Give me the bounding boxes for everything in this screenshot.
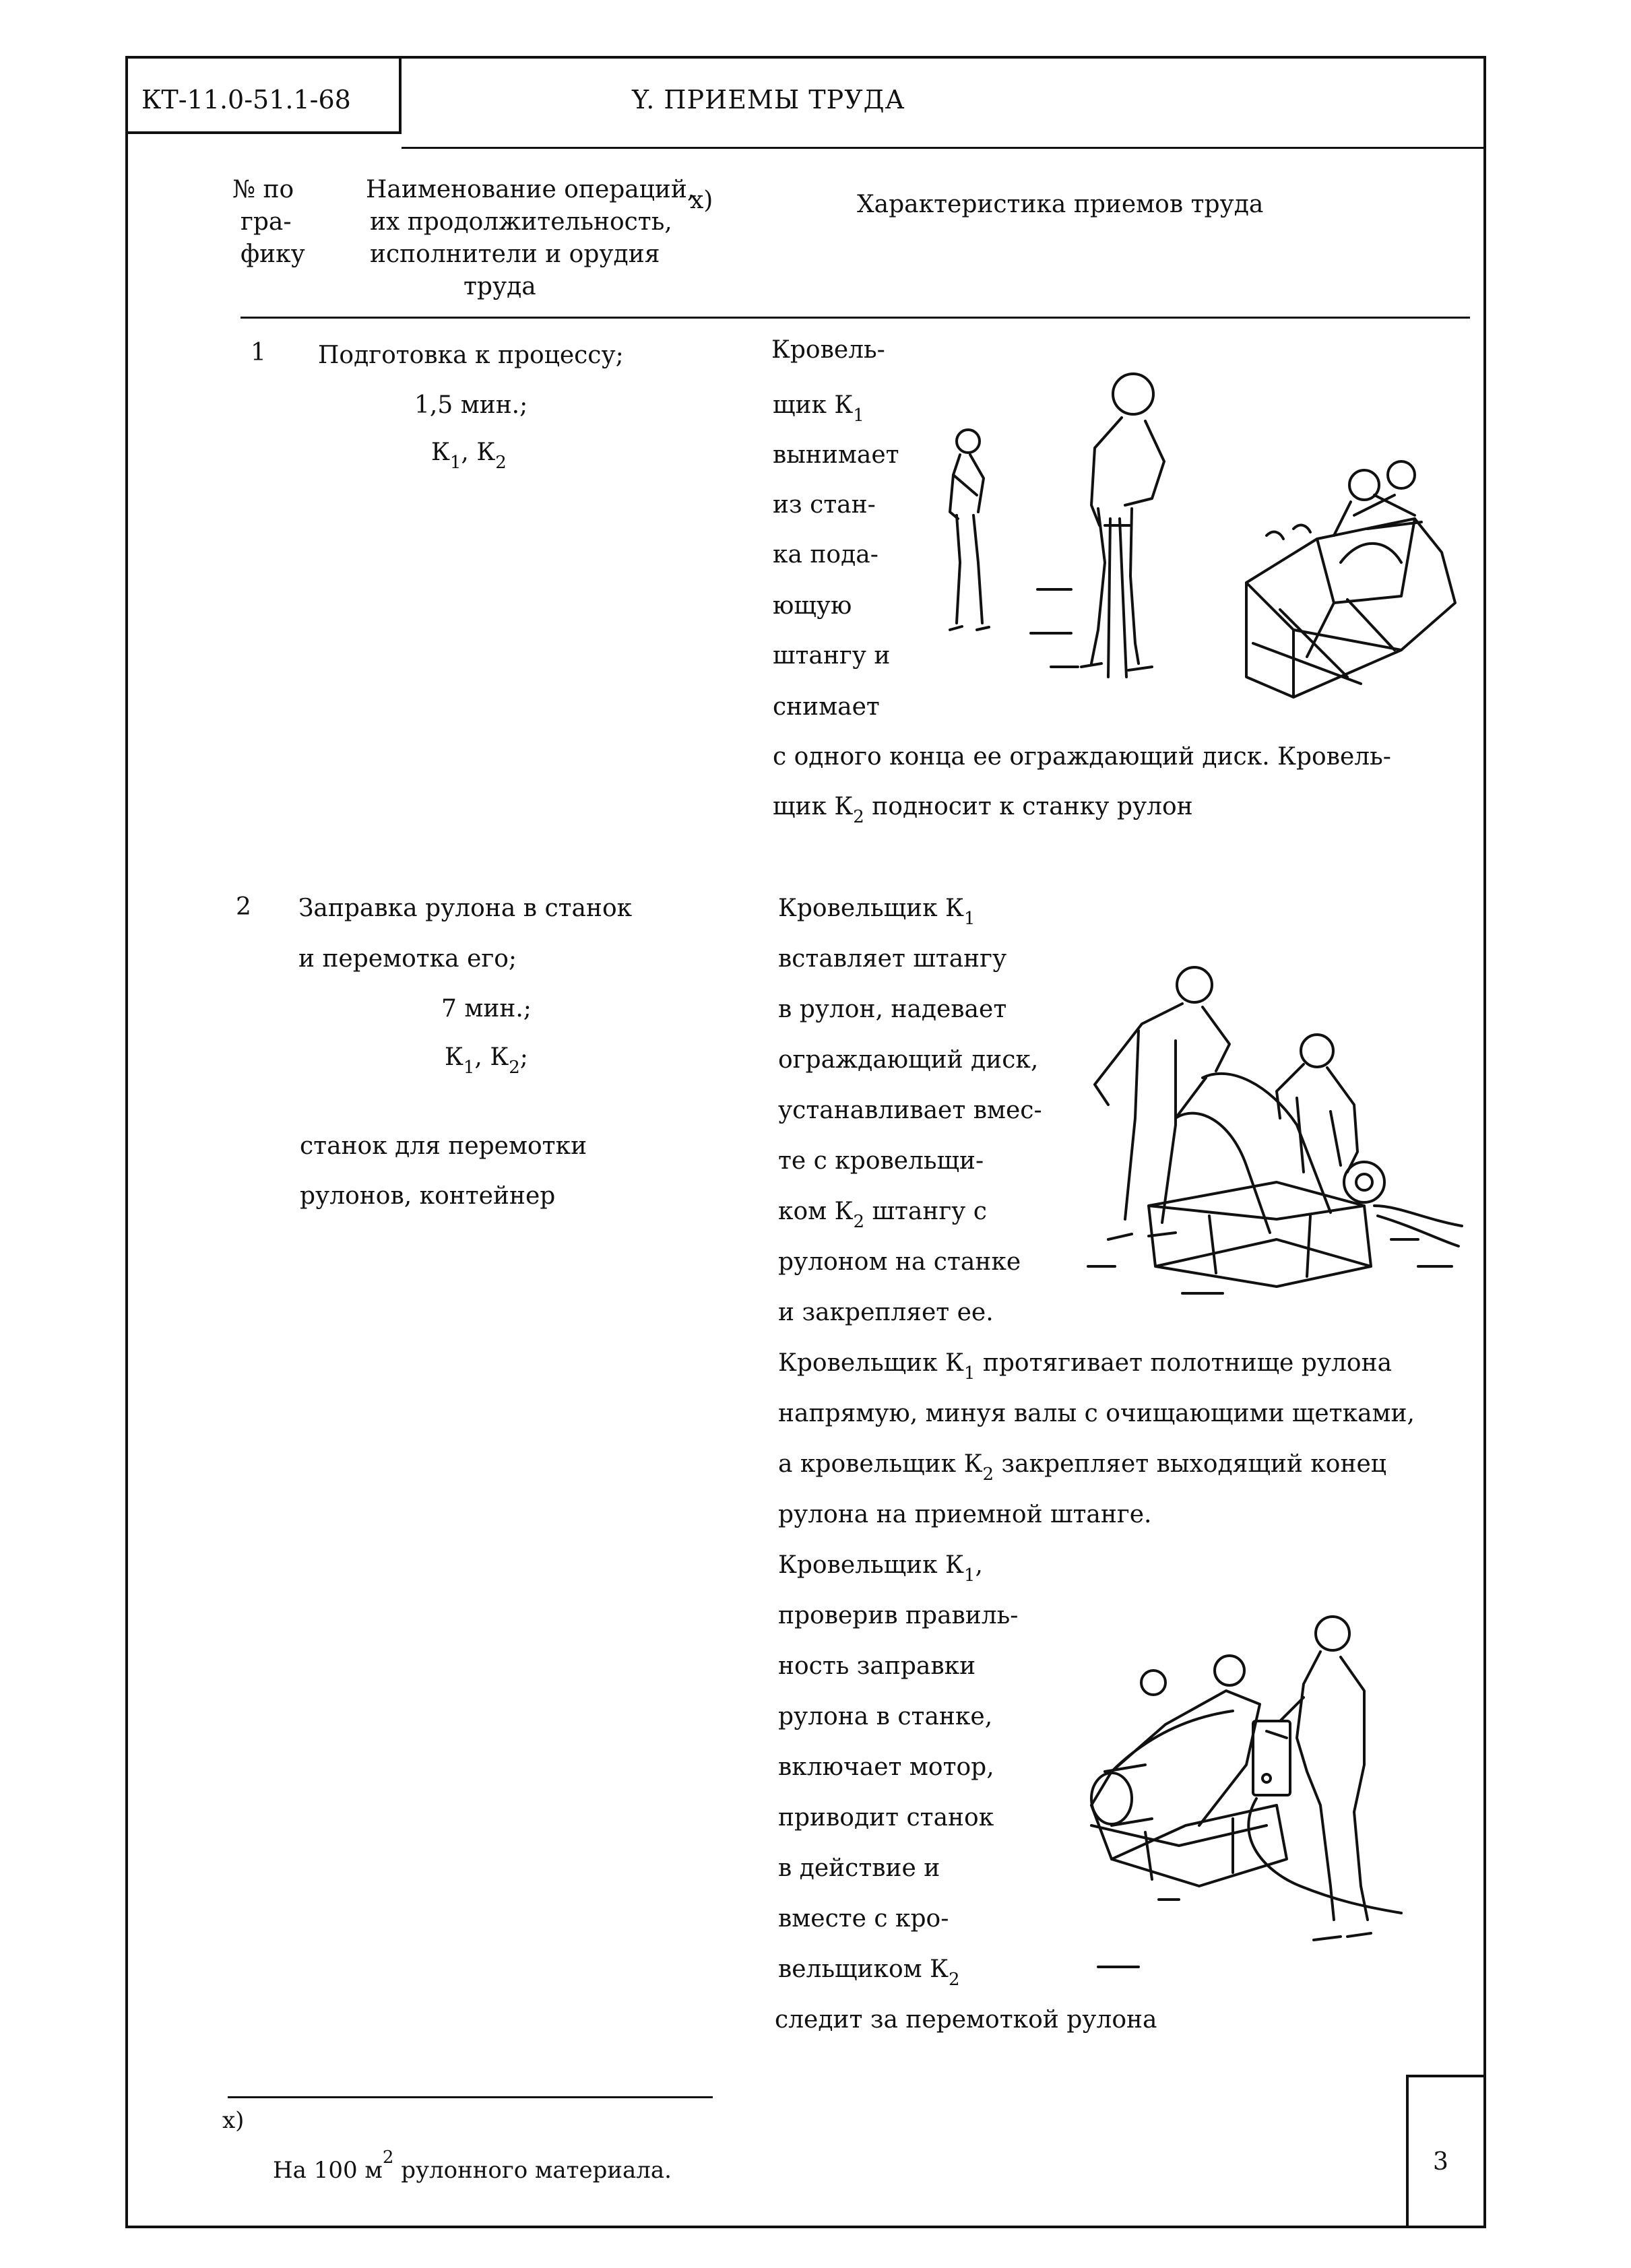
roofer-removing-rod-illustration [930, 360, 1469, 711]
section-title: Y. ПРИЕМЫ ТРУДА [632, 85, 905, 115]
operation-name: Подготовка к процессу; [318, 342, 624, 369]
operation-tools: станок для перемотки [300, 1132, 587, 1160]
footnote-text: На 100 $м^2$ рулонного материала. [273, 2147, 672, 2184]
row-number: 1 [251, 339, 266, 366]
header-rule [402, 147, 1486, 149]
document-code: КТ-11.0-51.1-68 [141, 85, 351, 115]
footnote-rule [228, 2096, 713, 2098]
operation-workers: $К_1$, $К_2$ [431, 439, 507, 473]
footnote-mark: x) [222, 2107, 245, 2134]
page-number: 3 [1433, 2148, 1448, 2176]
operation-duration: 1,5 мин.; [414, 391, 528, 419]
operation-duration: 7 мин.; [441, 995, 532, 1023]
column-description-header: Характеристика приемов труда [857, 191, 1264, 218]
roofers-installing-roll-illustration [1075, 950, 1465, 1307]
operation-workers: $К_1$, $К_2$; [445, 1043, 528, 1078]
table-head-rule [241, 317, 1470, 319]
row-number: 2 [236, 893, 251, 921]
operation-name-cont: и перемотка его; [298, 945, 517, 973]
roofer-operating-machine-illustration [1064, 1603, 1408, 1980]
footnote-mark-header: x) [690, 187, 713, 214]
operation-tools-cont: рулонов, контейнер [300, 1182, 556, 1210]
operation-name: Заправка рулона в станок [298, 895, 633, 922]
